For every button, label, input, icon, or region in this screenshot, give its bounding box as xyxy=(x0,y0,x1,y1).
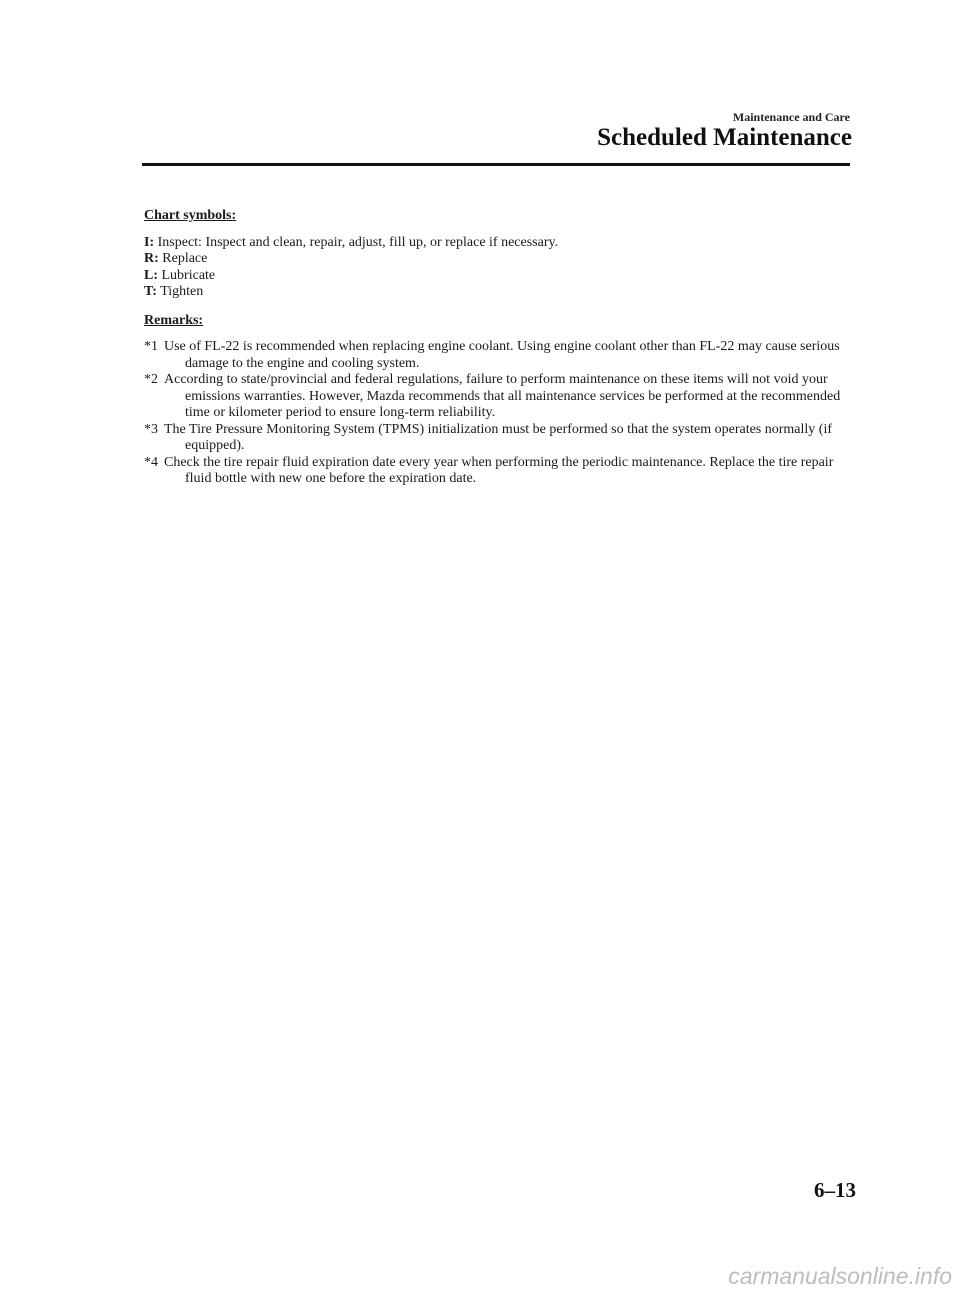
remark-item xyxy=(144,455,854,488)
header-divider xyxy=(142,163,850,166)
symbol-key: L: xyxy=(144,267,158,283)
remark-text: Check the tire repair fluid expiration date every year when performing the periodic maintenance. Replace the tire repair fluid bottle with new one before the expiration date. xyxy=(164,454,834,486)
chart-symbols-heading: Chart symbols: xyxy=(144,208,237,223)
remark-marker: *1 xyxy=(144,339,158,354)
remark-marker: *2 xyxy=(144,372,158,387)
header-section-label: Maintenance and Care xyxy=(732,110,850,124)
symbol-key: T: xyxy=(144,284,157,299)
remarks-list xyxy=(144,339,854,488)
symbol-key: R: xyxy=(144,251,159,266)
remark-marker: *3 xyxy=(144,421,158,437)
symbol-description: Tighten xyxy=(160,284,204,299)
chart-symbols-list xyxy=(144,235,854,301)
page-number: 6–13 xyxy=(814,1178,856,1202)
remarks-heading: Remarks: xyxy=(144,312,204,328)
main-content xyxy=(144,208,854,488)
symbol-row-replace xyxy=(144,251,854,268)
remark-item xyxy=(144,372,854,422)
symbol-row-tighten xyxy=(144,284,854,301)
remark-item xyxy=(144,422,854,455)
symbol-row-inspect xyxy=(144,235,854,252)
remark-text: According to state/provincial and federal regulations, failure to perform maintenance on these items will not void your emissions warranties. However, Mazda recommends that all maintenance services be performed at the recommended time or kilometer period to ensure long-term reliability. xyxy=(164,372,841,420)
remark-text: Use of FL-22 is recommended when replacing engine coolant. Using engine coolant other than FL-22 may cause serious damage to the engine and cooling system. xyxy=(164,339,840,371)
symbol-key: I: xyxy=(144,234,155,250)
remark-text: The Tire Pressure Monitoring System (TPMS) initialization must be performed so that the system operates normally (if equipped). xyxy=(164,421,833,453)
symbol-description: Inspect: Inspect and clean, repair, adjust, fill up, or replace if necessary. xyxy=(157,234,559,250)
symbol-row-lubricate xyxy=(144,268,854,285)
remark-marker: *4 xyxy=(144,454,158,470)
remark-item xyxy=(144,339,854,372)
watermark: carmanualsonline.info xyxy=(728,1263,952,1289)
page-title: Scheduled Maintenance xyxy=(597,124,852,151)
symbol-description: Replace xyxy=(162,251,208,266)
symbol-description: Lubricate xyxy=(161,267,216,283)
